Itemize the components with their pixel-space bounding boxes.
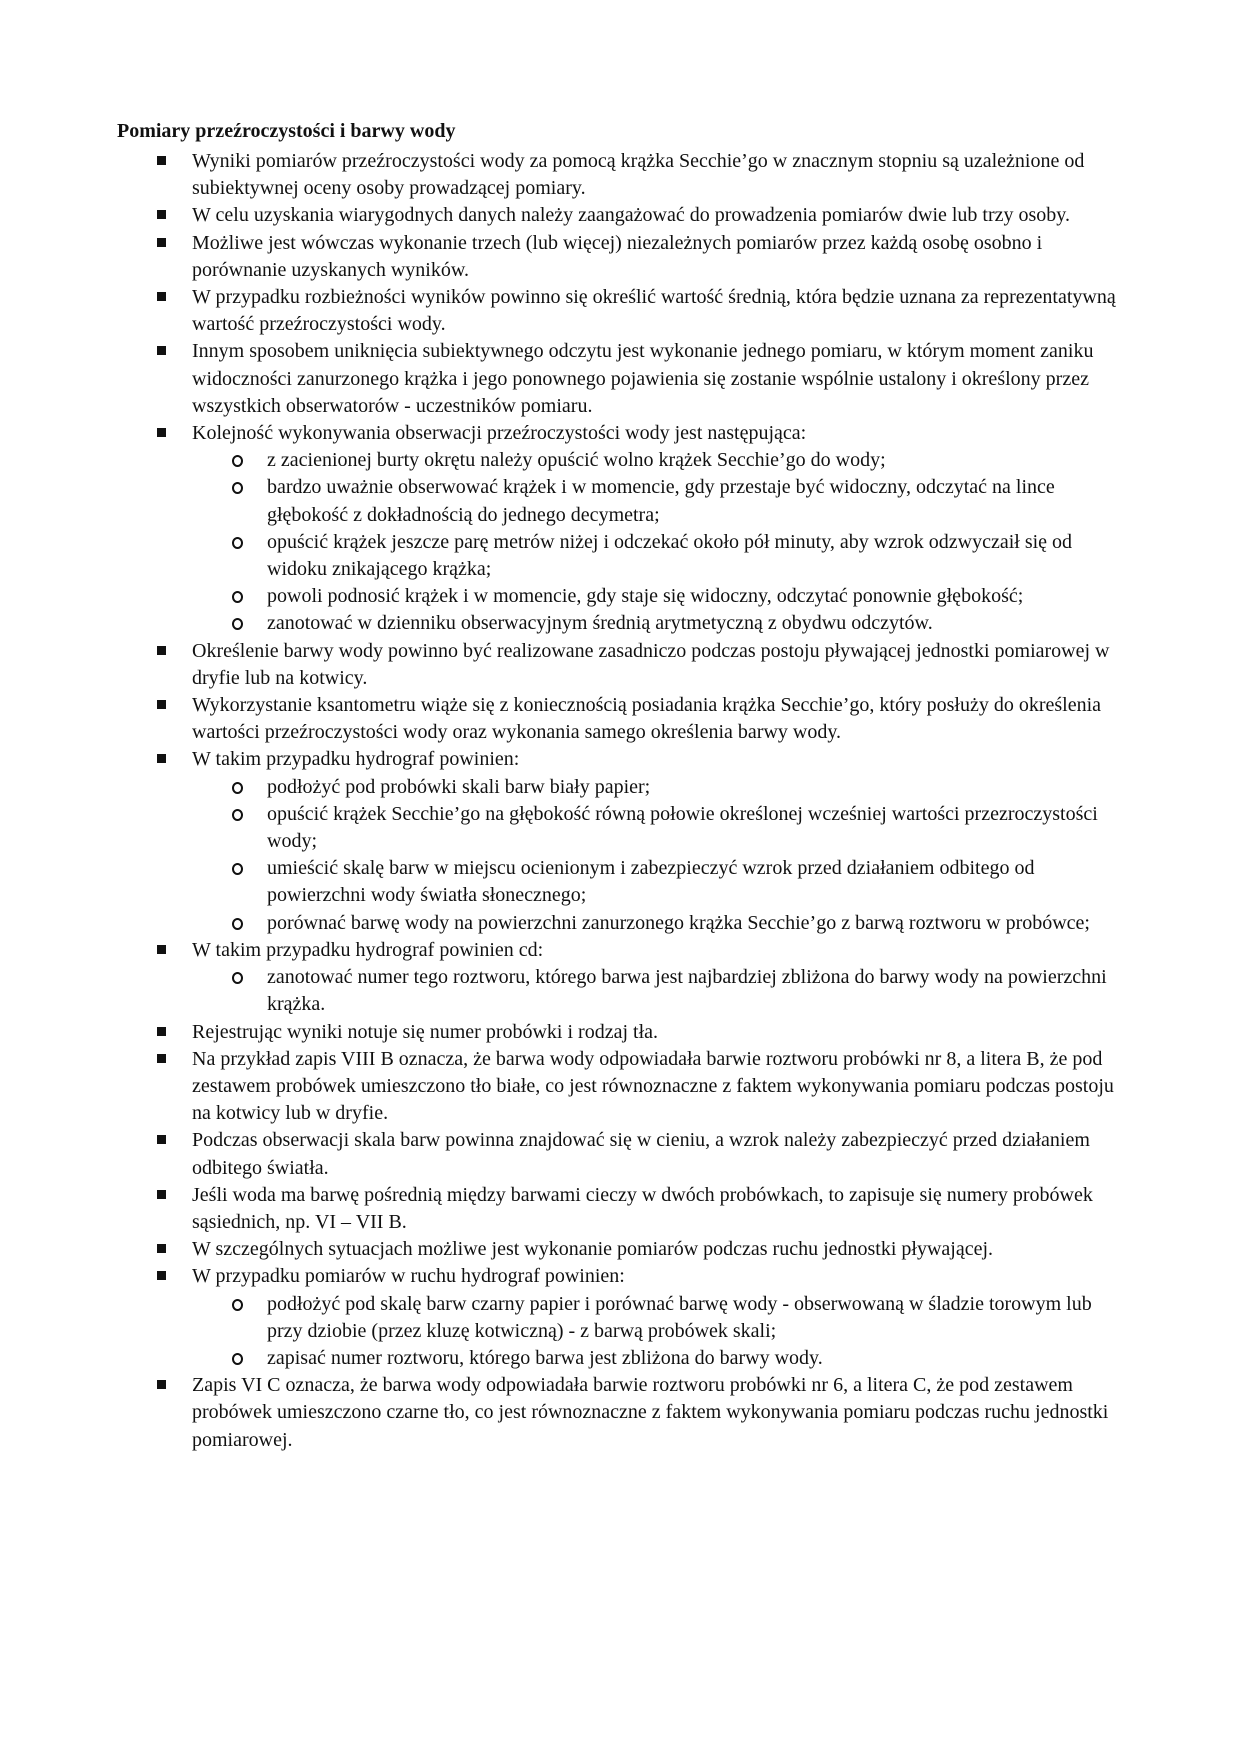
list-item — [0, 1182, 1240, 1236]
sub-list — [192, 774, 1122, 937]
list-item-text: Wykorzystanie ksantometru wiąże się z koniecznością posiadania krążka Secchie’go, który posłuży do określenia wartości przeźroczystości wody oraz wykonania samego określenia barwy wody. — [192, 694, 1102, 744]
list-item-text: Na przykład zapis VIII B oznacza, że barwa wody odpowiadała barwie roztworu probówki nr 8, a litera B, że pod zestawem probówek umieszczono tło białe, co jest równoznaczne z faktem wykonywania pomiaru podczas postoju na kotwicy lub w dryfie. — [192, 1047, 1114, 1125]
bullet-list — [0, 148, 1240, 1454]
square-bullet-icon — [157, 1271, 166, 1280]
list-item — [0, 692, 1240, 746]
circle-bullet-icon — [232, 863, 243, 875]
sub-list-item — [192, 610, 1122, 637]
sub-list-item — [192, 447, 1122, 474]
list-item — [0, 1263, 1240, 1372]
sub-list-item-text: z zacienionej burty okrętu należy opuścić wolno krążek Secchie’go do wody; — [267, 449, 886, 472]
circle-bullet-icon — [232, 618, 243, 630]
list-item-text: W celu uzyskania wiarygodnych danych należy zaangażować do prowadzenia pomiarów dwie lub trzy osoby. — [192, 204, 1071, 227]
list-item — [0, 420, 1240, 638]
square-bullet-icon — [157, 428, 166, 437]
sub-list-item-text: porównać barwę wody na powierzchni zanurzonego krążka Secchie’go z barwą roztworu w probówce; — [267, 911, 1090, 934]
sub-list-item-text: powoli podnosić krążek i w momencie, gdy staje się widoczny, odczytać ponownie głębokość; — [267, 585, 1024, 608]
list-item-text: Możliwe jest wówczas wykonanie trzech (lub więcej) niezależnych pomiarów przez każdą osobę osobno i porównanie uzyskanych wyników. — [192, 231, 1043, 281]
list-item-text: Podczas obserwacji skala barw powinna znajdować się w cieniu, a wzrok należy zabezpieczyć przed działaniem odbitego światła. — [192, 1129, 1090, 1179]
circle-bullet-icon — [232, 972, 243, 984]
list-item — [0, 148, 1240, 202]
sub-list-item — [192, 801, 1122, 855]
list-item — [0, 1046, 1240, 1128]
list-item — [0, 1127, 1240, 1181]
square-bullet-icon — [157, 292, 166, 301]
list-item-text: Innym sposobem uniknięcia subiektywnego odczytu jest wykonanie jednego pomiaru, w którym moment zaniku widoczności zanurzonego krążka i jego ponownego pojawienia się zostanie wspólnie ustalony i określony przez wszystkich obserwatorów - uczestników pomiaru. — [192, 340, 1094, 417]
circle-bullet-icon — [232, 455, 243, 467]
sub-list-item — [192, 1345, 1122, 1372]
document-title: Pomiary przeźroczystości i barwy wody — [117, 120, 456, 142]
circle-bullet-icon — [232, 918, 243, 930]
square-bullet-icon — [157, 346, 166, 355]
list-item-text: Zapis VI C oznacza, że barwa wody odpowiadała barwie roztworu probówki nr 6, a litera C, że pod zestawem probówek umieszczono czarne tło, co jest równoznaczne z faktem wykonywania pomiaru podczas ruchu jednostki pomiarowej. — [192, 1374, 1109, 1451]
list-item-text: Rejestrując wyniki notuje się numer probówki i rodzaj tła. — [192, 1020, 658, 1043]
list-item — [0, 230, 1240, 284]
list-item-text: W takim przypadku hydrograf powinien cd: — [192, 938, 544, 961]
list-item-text: Kolejność wykonywania obserwacji przeźroczystości wody jest następująca: — [192, 422, 807, 445]
list-item-text: W przypadku pomiarów w ruchu hydrograf powinien: — [192, 1265, 625, 1288]
square-bullet-icon — [157, 210, 166, 219]
circle-bullet-icon — [232, 1353, 243, 1365]
list-item-text: Określenie barwy wody powinno być realizowane zasadniczo podczas postoju pływającej jednostki pomiarowej w dryfie lub na kotwicy. — [192, 639, 1110, 689]
sub-list-item-text: opuścić krążek Secchie’go na głębokość równą połowie określonej wcześniej wartości przezroczystości wody; — [267, 802, 1098, 853]
list-item — [0, 284, 1240, 338]
circle-bullet-icon — [232, 1299, 243, 1311]
square-bullet-icon — [157, 1027, 166, 1036]
square-bullet-icon — [157, 1380, 166, 1389]
list-item-text: W takim przypadku hydrograf powinien: — [192, 748, 520, 771]
circle-bullet-icon — [232, 809, 243, 821]
sub-list-item-text: zanotować numer tego roztworu, którego barwa jest najbardziej zbliżona do barwy wody na powierzchni krążka. — [267, 966, 1107, 1016]
square-bullet-icon — [157, 238, 166, 247]
list-item-text: Jeśli woda ma barwę pośrednią między barwami cieczy w dwóch probówkach, to zapisuje się numery probówek sąsiednich, np. VI – VII B. — [192, 1183, 1093, 1233]
square-bullet-icon — [157, 1054, 166, 1063]
sub-list-item — [192, 910, 1122, 937]
sub-list-item — [192, 1291, 1122, 1345]
sub-list-item-text: zanotować w dzienniku obserwacyjnym średnią arytmetyczną z obydwu odczytów. — [267, 612, 933, 635]
sub-list-item — [192, 529, 1122, 583]
circle-bullet-icon — [232, 782, 243, 794]
square-bullet-icon — [157, 945, 166, 954]
sub-list — [192, 447, 1122, 637]
circle-bullet-icon — [232, 591, 243, 603]
square-bullet-icon — [157, 156, 166, 165]
sub-list-item — [192, 474, 1122, 528]
square-bullet-icon — [157, 1135, 166, 1144]
square-bullet-icon — [157, 1190, 166, 1199]
list-item — [0, 1019, 1240, 1046]
sub-list-item-text: podłożyć pod probówki skali barw biały papier; — [267, 775, 651, 798]
list-item — [0, 746, 1240, 936]
sub-list-item-text: podłożyć pod skalę barw czarny papier i porównać barwę wody - obserwowaną w śladzie torowym lub przy dziobie (przez kluzę kotwiczną) - z barwą probówek skali; — [267, 1292, 1092, 1342]
square-bullet-icon — [157, 754, 166, 763]
list-item — [0, 1372, 1240, 1454]
list-item — [0, 937, 1240, 1019]
sub-list — [192, 964, 1122, 1018]
sub-list-item-text: opuścić krążek jeszcze parę metrów niżej i odczekać około pół minuty, aby wzrok odzwyczaił się od widoku znikającego krążka; — [267, 530, 1073, 581]
list-item — [0, 1236, 1240, 1263]
sub-list-item-text: umieścić skalę barw w miejscu ocienionym i zabezpieczyć wzrok przed działaniem odbitego od powierzchni wody światła słonecznego; — [267, 857, 1035, 907]
list-item — [0, 202, 1240, 229]
sub-list-item — [192, 964, 1122, 1018]
list-item — [0, 638, 1240, 692]
list-item-text: W szczególnych sytuacjach możliwe jest wykonanie pomiarów podczas ruchu jednostki pływającej. — [192, 1238, 994, 1261]
circle-bullet-icon — [232, 537, 243, 549]
square-bullet-icon — [157, 646, 166, 655]
sub-list — [192, 1291, 1122, 1373]
sub-list-item — [192, 855, 1122, 909]
sub-list-item — [192, 774, 1122, 801]
square-bullet-icon — [157, 1244, 166, 1253]
list-item — [0, 338, 1240, 420]
sub-list-item-text: bardzo uważnie obserwować krążek i w momencie, gdy przestaje być widoczny, odczytać na lince głębokość z dokładnością do jednego decymetra; — [267, 476, 1055, 526]
sub-list-item-text: zapisać numer roztworu, którego barwa jest zbliżona do barwy wody. — [267, 1346, 823, 1369]
list-item-text: W przypadku rozbieżności wyników powinno się określić wartość średnią, która będzie uznana za reprezentatywną wartość przeźroczystości wody. — [192, 286, 1116, 336]
circle-bullet-icon — [232, 482, 243, 494]
sub-list-item — [192, 583, 1122, 610]
list-item-text: Wyniki pomiarów przeźroczystości wody za pomocą krążka Secchie’go w znacznym stopniu są uzależnione od subiektywnej oceny osoby prowadzącej pomiary. — [192, 150, 1085, 200]
square-bullet-icon — [157, 700, 166, 709]
